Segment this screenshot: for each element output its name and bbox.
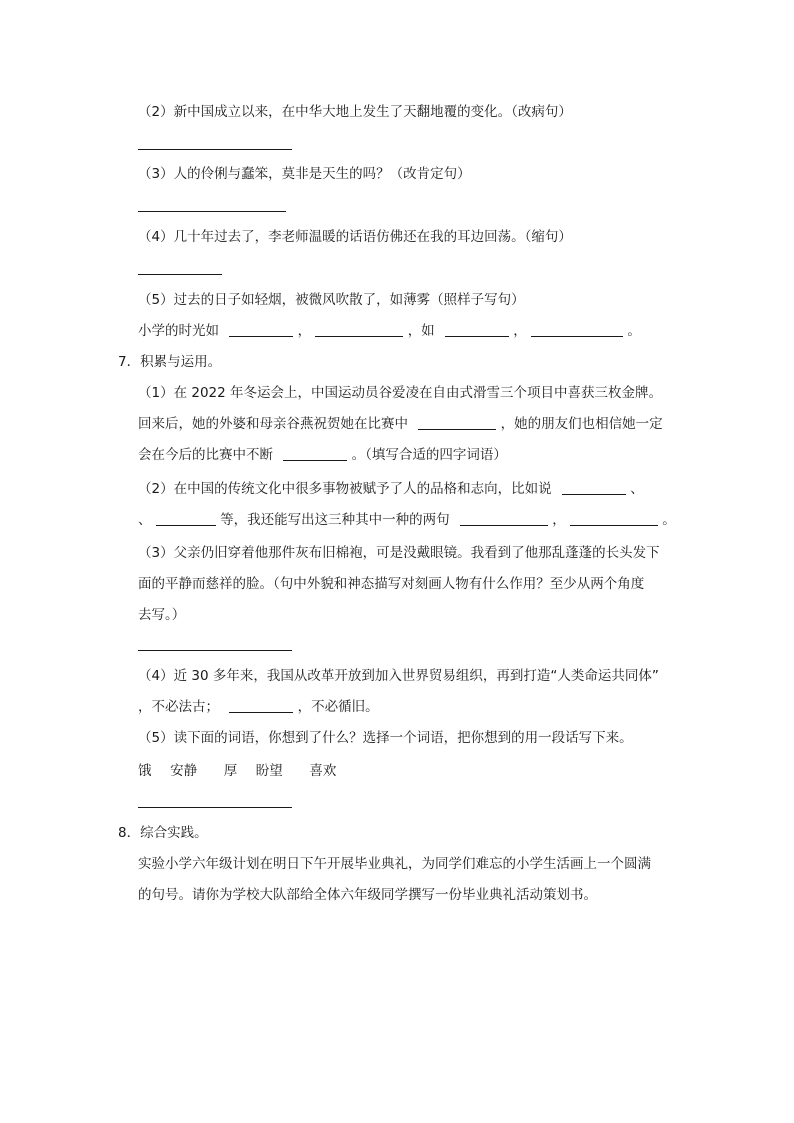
q7-item4-blank-1[interactable] bbox=[229, 698, 293, 713]
q7-item5-word-4: 盼望 bbox=[255, 763, 283, 779]
q7-item2-text-d: 等，我还能写出这三种其中一种的两句 bbox=[220, 512, 450, 528]
q6-item5-comma-3: ， bbox=[513, 323, 527, 339]
q7-item2-text-c: 、 bbox=[138, 512, 152, 528]
q6-item2-answer-line[interactable] bbox=[138, 149, 292, 150]
q6-item5-text: （5）过去的日子如轻烟，被微风吹散了，如薄雾（照样子写句） bbox=[138, 292, 525, 308]
q6-item5-blank-4[interactable] bbox=[531, 322, 623, 337]
q7-item3-line2: 面的平静而慈祥的脸。（句中外貌和神态描写对刻画人物有什么作用？至少从两个角度 bbox=[138, 576, 645, 592]
q7-item1-blank-1[interactable] bbox=[418, 415, 496, 430]
q7-item4-line1: （4）近 30 多年来，我国从改革开放到加入世界贸易组织，再到打造“人类命运共同体” bbox=[138, 668, 659, 684]
q7-item3-line3: 去写。） bbox=[138, 607, 186, 623]
q7-item1-line2 bbox=[138, 414, 663, 434]
q8-body-line1: 实验小学六年级计划在明日下午开展毕业典礼，为同学们难忘的小学生活画上一个圆满 bbox=[138, 856, 651, 872]
q7-item4-line2 bbox=[138, 697, 379, 717]
q7-item1-text-b: ，她的朋友们也相信她一定 bbox=[500, 416, 663, 432]
q6-item5-end: 。 bbox=[627, 323, 641, 339]
q6-item5-prefix: 小学的时光如 bbox=[138, 323, 219, 339]
q7-item1-text-d: 。（填写合适的四字词语） bbox=[351, 447, 507, 463]
q6-item4-answer-line[interactable] bbox=[138, 274, 222, 275]
q6-item5-comma-1: ， bbox=[297, 323, 312, 339]
q7-item3-answer-line[interactable] bbox=[138, 650, 292, 651]
q7-item2-text-b: 、 bbox=[630, 481, 644, 497]
q6-item2-text: （2）新中国成立以来，在中华大地上发生了天翻地覆的变化。（改病句） bbox=[138, 104, 572, 120]
q7-item5-word-1: 饿 bbox=[138, 763, 152, 779]
q7-item2-blank-1[interactable] bbox=[562, 480, 626, 495]
q7-item1-text-c: 会在今后的比赛中不断 bbox=[138, 447, 273, 463]
q7-item2-text-a: （2）在中国的传统文化中很多事物被赋予了人的品格和志向，比如说 bbox=[138, 481, 552, 497]
q7-item5-word-list bbox=[138, 761, 336, 781]
q6-item4-text: （4）几十年过去了，李老师温暖的话语仿佛还在我的耳边回荡。（缩句） bbox=[138, 229, 572, 245]
q8-heading: 8．综合实践。 bbox=[118, 825, 208, 841]
q7-item4-text-a: ，不必法古； bbox=[138, 699, 219, 715]
q7-item2-blank-3[interactable] bbox=[460, 511, 548, 526]
q7-item1-blank-2[interactable] bbox=[283, 446, 347, 461]
q7-item2-line1 bbox=[138, 479, 644, 499]
q7-item2-blank-4[interactable] bbox=[570, 511, 658, 526]
q7-item2-blank-2[interactable] bbox=[156, 511, 216, 526]
q7-item2-text-f: 。 bbox=[662, 512, 676, 528]
q7-item5-word-3: 厚 bbox=[223, 763, 238, 779]
q7-item2-line2 bbox=[138, 510, 676, 530]
q7-item4-text-b: ，不必循旧。 bbox=[297, 699, 379, 715]
q7-heading: 7．积累与运用。 bbox=[118, 354, 222, 370]
q6-item5-comma-2: ，如 bbox=[407, 323, 435, 339]
q6-item5-fill-row bbox=[138, 321, 641, 341]
q7-item1-text-a: 回来后，她的外婆和母亲谷燕祝贺她在比赛中 bbox=[138, 416, 408, 432]
q7-item5-answer-line[interactable] bbox=[138, 807, 292, 808]
q7-item5-word-2: 安静 bbox=[170, 763, 198, 779]
q8-body-line2: 的句号。请你为学校大队部给全体六年级同学撰写一份毕业典礼活动策划书。 bbox=[138, 887, 597, 903]
q6-item3-text: （3）人的伶俐与蠢笨，莫非是天生的吗？（改肯定句） bbox=[138, 166, 471, 182]
q7-item3-line1: （3）父亲仍旧穿着他那件灰布旧棉袍，可是没戴眼镜。我看到了他那乱蓬蓬的长头发下 bbox=[138, 545, 660, 561]
q6-item5-blank-3[interactable] bbox=[445, 322, 509, 337]
q7-item1-line1: （1）在 2022 年冬运会上，中国运动员谷爱凌在自由式滑雪三个项目中喜获三枚金牌。 bbox=[138, 385, 663, 401]
q7-item1-line3 bbox=[138, 445, 507, 465]
q7-item5-word-5: 喜欢 bbox=[309, 763, 337, 779]
q6-item3-answer-line[interactable] bbox=[138, 211, 286, 212]
q6-item5-blank-2[interactable] bbox=[315, 322, 403, 337]
q7-item5-line1: （5）读下面的词语，你想到了什么？选择一个词语，把你想到的用一段话写下来。 bbox=[138, 730, 633, 746]
q6-item5-blank-1[interactable] bbox=[229, 322, 293, 337]
q7-item2-text-e: ， bbox=[552, 512, 566, 528]
